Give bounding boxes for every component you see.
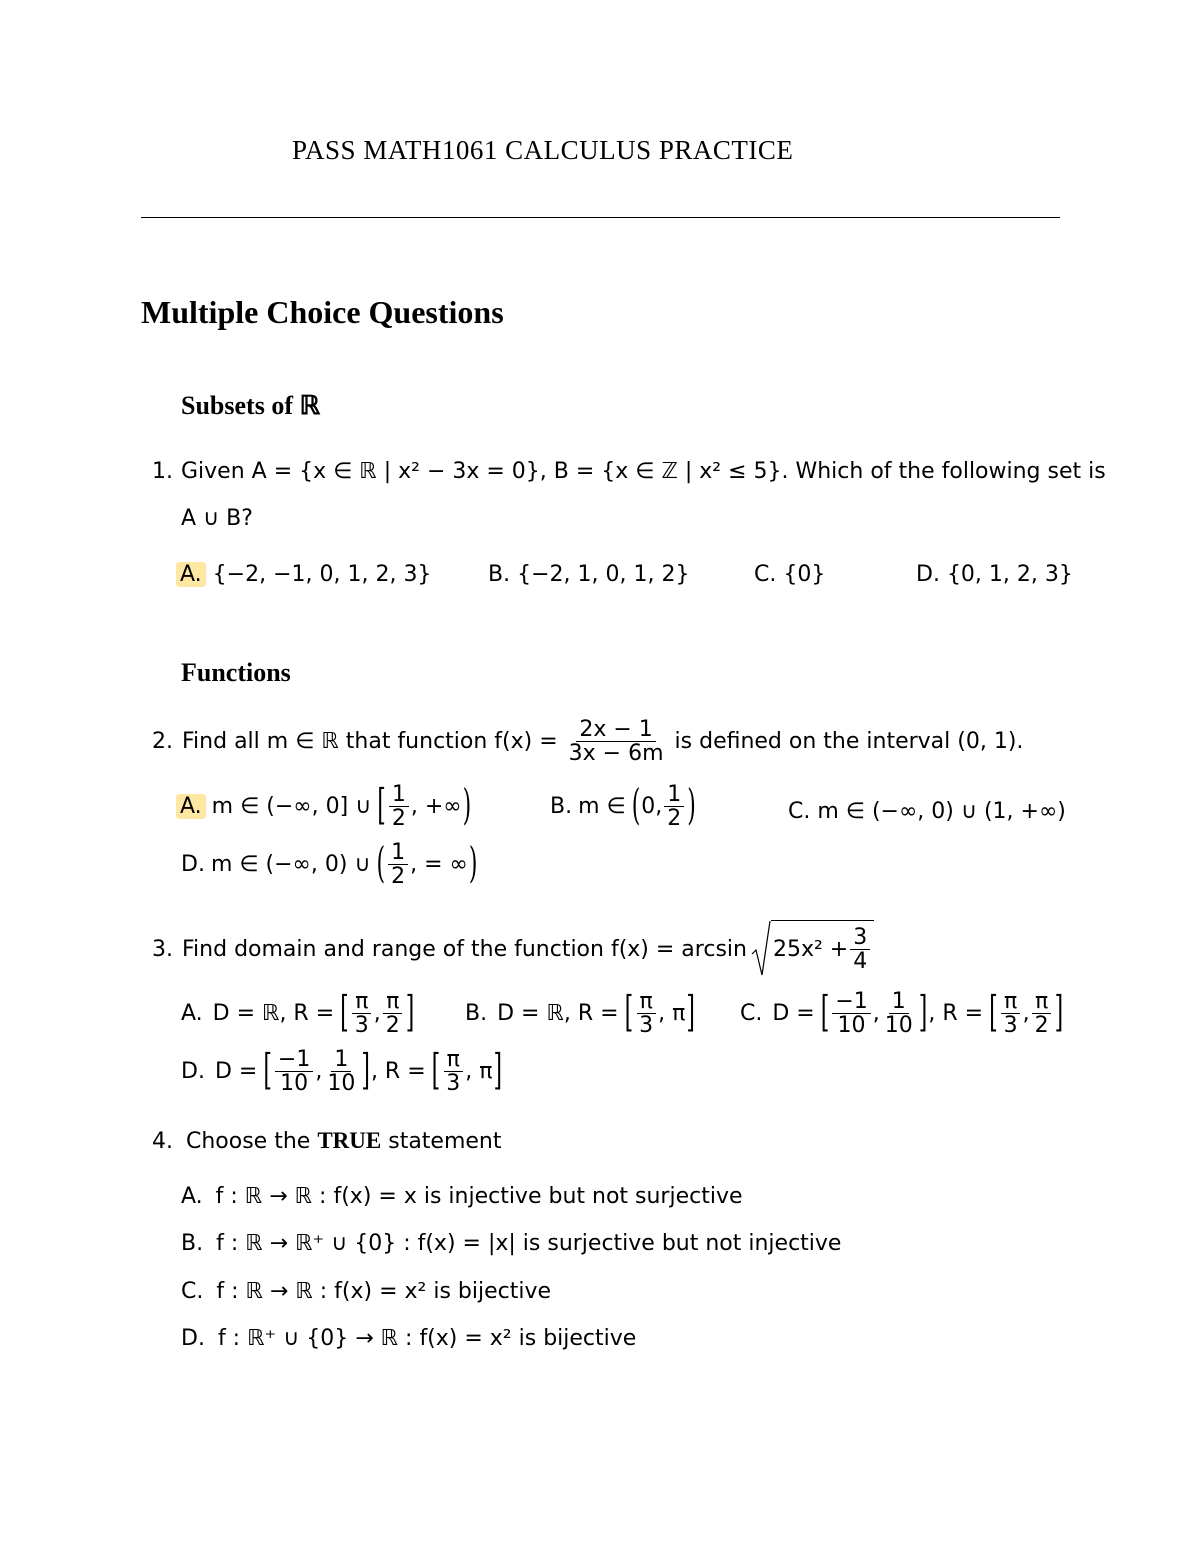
q2-fraction bbox=[566, 718, 667, 765]
q4-stem bbox=[152, 1128, 502, 1154]
q3-radicand-frac-num: 3 bbox=[850, 926, 870, 950]
page-title: PASS MATH1061 CALCULUS PRACTICE bbox=[292, 135, 794, 165]
q3-option-d-f1-den: 10 bbox=[280, 1071, 309, 1097]
q2-fraction-numerator: 2x − 1 bbox=[576, 718, 655, 742]
q3-text-pre: Find domain and range of the function f(x) = arcsin bbox=[182, 936, 747, 962]
q3-option-a-label: A. bbox=[181, 1001, 203, 1027]
q2-option-b: B. m ∈ ( 0, $\frac{1}{2}$ ) bbox=[550, 782, 696, 832]
q3-option-d-f2-den: 10 bbox=[327, 1071, 356, 1097]
q4-option-c-label: C. bbox=[181, 1279, 204, 1304]
q3-option-a-f2-den: 2 bbox=[385, 1013, 400, 1039]
q3-option-b-label: B. bbox=[465, 1001, 488, 1027]
q1-option-c-label: C. bbox=[754, 562, 777, 587]
q1-option-a-text: {−2, −1, 0, 1, 2, 3} bbox=[212, 562, 432, 587]
q1-option-d bbox=[916, 562, 1073, 587]
q2-option-c-label: C. bbox=[788, 799, 811, 824]
q3-stem bbox=[152, 920, 874, 978]
q2-stem bbox=[152, 718, 1023, 765]
q2-option-a-frac-den: 2 bbox=[391, 806, 406, 832]
q2-fraction-denominator: 3x − 6m bbox=[568, 741, 664, 767]
q3-option-d-f2-num: 1 bbox=[331, 1048, 351, 1072]
q2-text-post: is defined on the interval (0, 1). bbox=[674, 729, 1024, 755]
q3-option-d-label: D. bbox=[181, 1059, 205, 1085]
q1-option-a bbox=[176, 562, 431, 587]
q2-option-c bbox=[788, 799, 1066, 824]
q4-option-b-text: f : ℝ → ℝ⁺ ∪ {0} : f(x) = |x| is surjective but not injective bbox=[216, 1231, 842, 1256]
q4-option-a-label: A. bbox=[181, 1184, 203, 1209]
q2-option-d-frac-num: 1 bbox=[388, 841, 408, 865]
q3-radicand-frac-den: 4 bbox=[853, 949, 868, 974]
section-heading: Multiple Choice Questions bbox=[141, 294, 504, 330]
q1-number: 1. bbox=[152, 459, 173, 484]
q1-option-b-label: B. bbox=[488, 562, 511, 587]
q2-text-pre: Find all m ∈ ℝ that function f(x) = bbox=[182, 729, 558, 755]
q3-option-c: C. D = [ $\frac{-1}{10}$ , $\frac{1}{10}$ ] , R = [ $\frac{\pi}{3}$ , $\frac{\pi}{2}$ ] bbox=[740, 989, 1064, 1039]
q3-option-d-pre: D = bbox=[214, 1059, 258, 1085]
q4-option-c-text: f : ℝ → ℝ : f(x) = x² is bijective bbox=[216, 1279, 552, 1304]
q3-option-a-f2-num: π bbox=[383, 990, 402, 1014]
q4-text-post: statement bbox=[388, 1129, 502, 1154]
q2-option-a-frac-num: 1 bbox=[389, 783, 409, 807]
q4-text-pre: Choose the bbox=[186, 1129, 311, 1154]
q4-option-d bbox=[181, 1326, 636, 1351]
q3-option-c-f3-den: 3 bbox=[1003, 1013, 1018, 1039]
q3-option-c-f4-den: 2 bbox=[1034, 1013, 1049, 1039]
q1-option-d-text: {0, 1, 2, 3} bbox=[946, 562, 1073, 587]
q4-option-c bbox=[181, 1279, 551, 1304]
q3-option-b-f-num: π bbox=[637, 990, 656, 1014]
q2-option-a-post: , +∞ bbox=[410, 794, 462, 820]
q3-option-c-f2-den: 10 bbox=[884, 1013, 913, 1039]
q3-option-c-mid: , R = bbox=[928, 1001, 984, 1027]
q2-number: 2. bbox=[152, 729, 173, 755]
q1-text-line2: A ∪ B? bbox=[181, 506, 253, 531]
q1-option-c bbox=[754, 562, 825, 587]
q3-option-c-f1-num: −1 bbox=[832, 990, 870, 1014]
q2-option-d: D. m ∈ (−∞, 0) ∪ ( $\frac{1}{2}$ , = ∞ ) bbox=[181, 840, 478, 890]
q2-option-a-pre: m ∈ (−∞, 0] ∪ bbox=[211, 794, 372, 820]
q4-option-d-text: f : ℝ⁺ ∪ {0} → ℝ : f(x) = x² is bijective bbox=[217, 1326, 637, 1351]
q4-option-b-label: B. bbox=[181, 1231, 204, 1256]
q3-number: 3. bbox=[152, 936, 173, 962]
q1-option-b bbox=[488, 562, 689, 587]
q3-option-c-f3-num: π bbox=[1001, 990, 1020, 1014]
q1-option-a-label: A. bbox=[176, 562, 206, 587]
q3-option-b: B. D = ℝ, R = [ $\frac{\pi}{3}$ , π ] bbox=[465, 989, 695, 1039]
q2-option-b-label: B. bbox=[550, 794, 573, 820]
q2-option-d-label: D. bbox=[181, 852, 205, 878]
q3-option-b-f-den: 3 bbox=[639, 1013, 654, 1039]
q3-option-d-f3-den: 3 bbox=[446, 1071, 461, 1097]
q1-text-line1: Given A = {x ∈ ℝ | x² − 3x = 0}, B = {x ∈ ℤ | x² ≤ 5}. Which of the following set is bbox=[181, 459, 1106, 484]
q3-option-d-mid: , R = bbox=[370, 1059, 426, 1085]
q3-option-c-f4-num: π bbox=[1032, 990, 1051, 1014]
q2-option-d-pre: m ∈ (−∞, 0) ∪ bbox=[210, 852, 371, 878]
q2-option-b-frac-den: 2 bbox=[667, 806, 682, 832]
q2-option-c-text: m ∈ (−∞, 0) ∪ (1, +∞) bbox=[817, 799, 1066, 824]
q3-option-a-f1-den: 3 bbox=[354, 1013, 369, 1039]
title-rule bbox=[141, 217, 1060, 218]
q2-option-d-frac-den: 2 bbox=[391, 864, 406, 890]
q2-option-b-frac-num: 1 bbox=[664, 783, 684, 807]
q2-option-b-pre: m ∈ bbox=[578, 794, 626, 820]
q3-option-c-f1-den: 10 bbox=[837, 1013, 866, 1039]
subsection-subsets: Subsets of ℝ bbox=[181, 391, 321, 420]
q3-option-d-f3-num: π bbox=[444, 1048, 463, 1072]
q3-option-b-post: , π bbox=[658, 1001, 686, 1027]
q3-option-c-pre: D = bbox=[772, 1001, 815, 1027]
q4-option-b bbox=[181, 1231, 841, 1256]
q4-option-a bbox=[181, 1184, 743, 1209]
q3-option-a: A. D = ℝ, R = [ $\frac{\pi}{3}$ , $\frac{\pi}{2}$ ] bbox=[181, 989, 415, 1039]
q3-option-b-pre: D = ℝ, R = bbox=[497, 1001, 619, 1027]
q2-option-a-label: A. bbox=[176, 794, 206, 819]
q1-option-d-label: D. bbox=[916, 562, 940, 587]
q3-option-d-post: , π bbox=[465, 1059, 493, 1085]
q1-option-c-text: {0} bbox=[783, 562, 826, 587]
q3-radicand: 25x² + bbox=[772, 937, 849, 962]
q4-option-d-label: D. bbox=[181, 1326, 205, 1351]
q3-option-a-pre: D = ℝ, R = bbox=[212, 1001, 335, 1027]
q2-option-d-post: , = ∞ bbox=[410, 852, 468, 878]
q3-option-d-f1-num: −1 bbox=[275, 1048, 313, 1072]
q2-option-b-zero: 0, bbox=[641, 794, 663, 820]
q3-option-d: D. D = [ $\frac{-1}{10}$ , $\frac{1}{10}$ ] , R = [ $\frac{\pi}{3}$ , π ] bbox=[181, 1047, 503, 1097]
q4-text-bold: TRUE bbox=[317, 1128, 382, 1153]
q3-sqrt bbox=[751, 920, 874, 978]
q3-option-c-label: C. bbox=[740, 1001, 763, 1027]
q3-option-c-f2-num: 1 bbox=[889, 990, 909, 1014]
sqrt-radical-icon bbox=[751, 920, 771, 978]
q1-option-b-text: {−2, 1, 0, 1, 2} bbox=[517, 562, 690, 587]
subsection-functions: Functions bbox=[181, 658, 291, 687]
q4-option-a-text: f : ℝ → ℝ : f(x) = x is injective but not surjective bbox=[215, 1184, 743, 1209]
q4-number: 4. bbox=[152, 1129, 173, 1154]
q3-option-a-f1-num: π bbox=[352, 990, 371, 1014]
q2-option-a: A. m ∈ (−∞, 0] ∪ [ $\frac{1}{2}$ , +∞ ) bbox=[176, 783, 472, 830]
